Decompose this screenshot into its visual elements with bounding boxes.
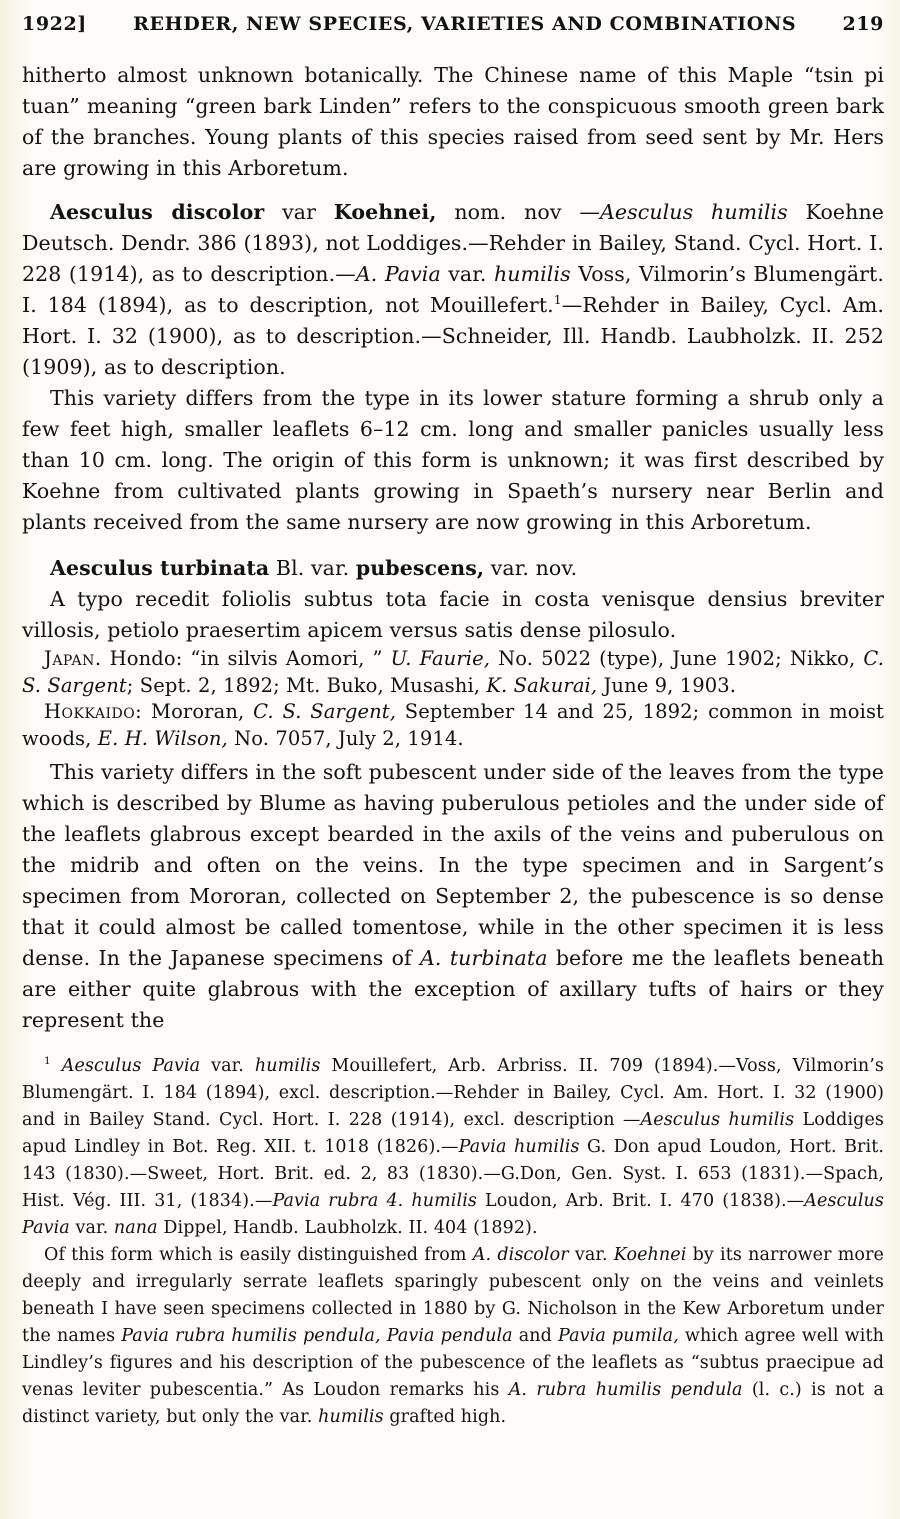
volume-year: 1922]: [22, 13, 87, 35]
latin-diagnosis-paragraph: A typo recedit foliolis subtus tota facie in costa venisque densius breviter villosis, petiolo praesertim apicem versus satis dense pilosulo.: [22, 587, 884, 642]
species-entry-aesculus-discolor-koehnei: Aesculus discolor var Koehnei, nom. nov —Aesculus humilis Koehne Deutsch. Dendr. 386 (1893), not Loddiges.—Rehder in Bailey, Stand. Cycl. Hort. I. 228 (1914), as to description.—A. Pavia var. humilis Voss, Vilmorin’s Blumengärt. I. 184 (1894), as to description, not Mouillefert.$^1$—Rehder in Bailey, Cycl. Am. Hort. I. 32 (1900), as to description.—Schneider, Ill. Handb. Laubholzk. II. 252 (1909), as to description.: [22, 200, 885, 379]
footnote-1-discussion: Of this form which is easily distinguished from A. discolor var. Koehnei by its narrower more deeply and irregularly serrate leaflets sparingly pubescent only on the veins and veinlets beneath I have seen specimens collected in 1880 by G. Nicholson in the Kew Arboretum under the names Pavia rubra humilis pendula, Pavia pendula and Pavia pumila, which agree well with Lindley’s figures and his description of the pubescence of the leaflets as “subtus praecipue ad venas leviter pubescentia.” As Loudon remarks his A. rubra humilis pendula (l. c.) is not a distinct variety, but only the var. humilis grafted high.: [22, 1245, 884, 1427]
variety-description-paragraph: This variety differs from the type in its lower stature forming a shrub only a few feet high, smaller leaflets 6–12 cm. long and smaller panicles usually less than 10 cm. long. The origin of this form is unknown; it was first described by Koehne from cultivated plants growing in Spaeth’s nursery near Berlin and plants received from the same nursery are now growing in this Arboretum.: [22, 386, 884, 534]
running-head: [22, 13, 884, 35]
discussion-paragraph: This variety differs in the soft pubescent under side of the leaves from the type which is described by Blume as having puberulous petioles and the under side of the leaflets glabrous except bearded in the axils of the veins and puberulous on the midrib and often on the veins. In the type specimen and in Sargent’s specimen from Mororan, collected on September 2, the pubescence is so dense that it could almost be called tomentose, while in the other specimen it is less dense. In the Japanese specimens of A. turbinata before me the leaflets beneath are either quite glabrous with the exception of axillary tufts of hairs or they represent the: [22, 760, 885, 1032]
continuation-paragraph: hitherto almost unknown botanically. The Chinese name of this Maple “tsin pi tuan” meaning “green bark Linden” refers to the conspicuous smooth green bark of the branches. Young plants of this species raised from seed sent by Mr. Hers are growing in this Arboretum.: [22, 63, 884, 180]
running-head-title: REHDER, NEW SPECIES, VARIETIES AND COMBINATIONS: [133, 13, 797, 35]
footnote-1-synonymy: $^1$ Aesculus Pavia var. humilis Mouillefert, Arb. Arbriss. II. 709 (1894).—Voss, Vilmorin’s Blumengärt. I. 184 (1894), excl. description.—Rehder in Bailey, Cycl. Am. Hort. I. 32 (1900) and in Bailey Stand. Cycl. Hort. I. 228 (1914), excl. description —Aesculus humilis Loddiges apud Lindley in Bot. Reg. XII. t. 1018 (1826).—Pavia humilis G. Don apud Loudon, Hort. Brit. 143 (1830).—Sweet, Hort. Brit. ed. 2, 83 (1830).—G.Don, Gen. Syst. I. 653 (1831).—Spach, Hist. Vég. III. 31, (1834).—Pavia rubra 4. humilis Loudon, Arb. Brit. I. 470 (1838).—Aesculus Pavia var. nana Dippel, Handb. Laubholzk. II. 404 (1892).: [22, 1055, 885, 1238]
specimens-hokkaido-paragraph: Hokkaido: Mororan, C. S. Sargent, September 14 and 25, 1892; common in moist woods, E. H. Wilson, No. 7057, July 2, 1914.: [22, 700, 884, 750]
specimens-japan-paragraph: Japan. Hondo: “in silvis Aomori, ” U. Faurie, No. 5022 (type), June 1902; Nikko, C. S. Sargent; Sept. 2, 1892; Mt. Buko, Musashi, K. Sakurai, June 9, 1903.: [22, 647, 884, 697]
footnote-section: [22, 1053, 884, 1431]
page-number: 219: [842, 13, 884, 35]
species-heading-aesculus-turbinata-pubescens: Aesculus turbinata Bl. var. pubescens, var. nov.: [50, 556, 578, 580]
